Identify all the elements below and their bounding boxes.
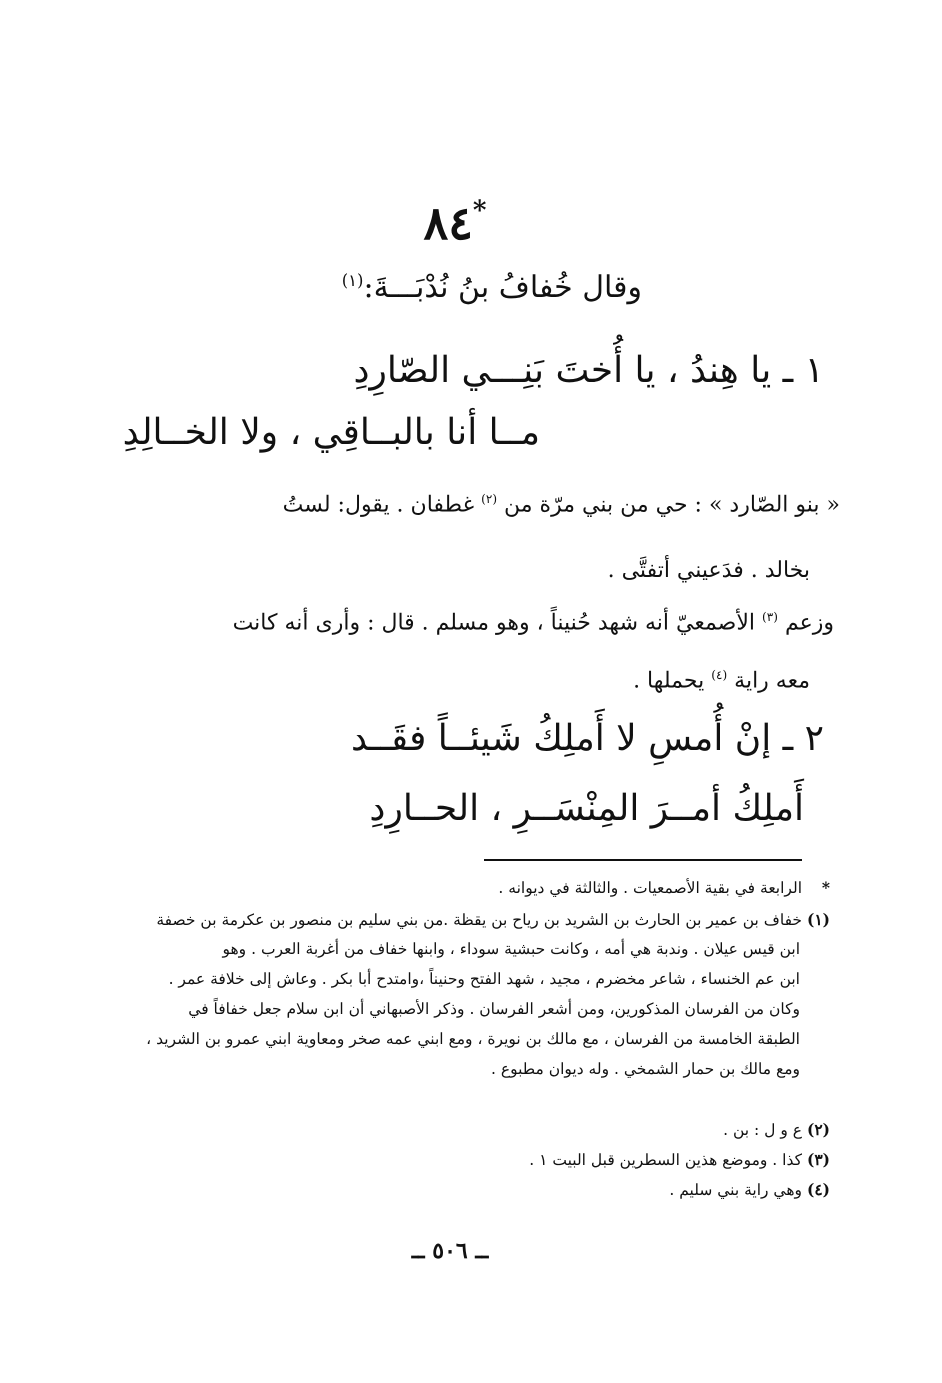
verse-1-second-hemistich: مــا أنا بالبــاقِي ، ولا الخــالِدِ [122,412,540,453]
poem-number-star: * [472,196,487,226]
commentary-line-2: بخالد . فدَعيني أتفتَّى . [607,558,810,583]
footnote-1-text: خفاف بن عمير بن الحارث بن الشريد بن رياح بن يقظة .من بني سليم بن منصور بن عكرمة بن خصفة [156,911,802,929]
footnote-3 [529,1150,830,1169]
verse-1-first-hemistich: ١ ـ يا هِندُ ، يا أُختَ بَنِـــي الصّارِدِ [353,350,824,391]
footnote-4-text: وهي راية بني سليم . [669,1181,802,1199]
verse-2-first-hemistich: ٢ ـ إنْ أُمسِ لا أَملِكُ شَيئــاً فقَــد [350,718,824,759]
footnote-ref-3: (٣) [762,610,778,624]
page-number: ــ ٥٠٦ ــ [411,1238,489,1264]
footnote-1-line: ومع مالك بن حمار الشمخي . وله ديوان مطبوع . [490,1060,800,1078]
commentary-text: الأصمعيّ أنه شهد حُنيناً ، وهو مسلم . قال : وأرى أنه كانت [232,610,756,636]
footnote-star-mark: * [821,878,830,897]
footnote-2-mark: (٢) [806,1120,830,1139]
footnote-4 [669,1180,830,1199]
footnote-3-mark: (٣) [806,1150,830,1169]
footnote-star [498,878,830,897]
footnote-1-line: ابن قيس عيلان . وندبة هي أمه ، وكانت حبشية سوداء ، وابنها خفاف من أغربة العرب . وهو [222,940,800,958]
footnote-ref-2: (٢) [481,492,498,506]
commentary-text: معه راية [734,668,810,694]
footnote-star-text: الرابعة في بقية الأصمعيات . والثالثة في ديوانه . [498,879,802,897]
commentary-line-1 [283,492,840,517]
poem-number [400,196,510,250]
footnote-2-text: ع و ل : بن . [723,1121,802,1139]
verse-2-second-hemistich: أَملِكُ أمــرَ المِنْسَــرِ ، الحــارِدِ [369,788,804,829]
footnote-3-text: كذا . وموضع هذين السطرين قبل البيت ١ . [529,1151,802,1169]
footnote-1-line [156,910,830,929]
poem-heading [342,270,642,305]
commentary-text: وزعم [784,610,834,636]
footnote-divider [484,859,802,861]
footnote-4-mark: (٤) [806,1180,830,1199]
poem-number-value: ٨٤ [423,196,473,250]
poem-heading-text: وقال خُفافُ بنُ نُدْبَـــةَ: [363,270,642,305]
footnote-1-line: الطبقة الخامسة من الفرسان ، مع مالك بن نويرة ، ومع ابني عمه صخر ومعاوية ابني عمرو بن الشريد ، [146,1030,800,1048]
commentary-text: يحملها . [633,668,705,694]
footnote-2 [723,1120,830,1139]
commentary-text: « بنو الصّارد » : حي من بني مرّة من [504,492,840,518]
commentary-line-3 [233,610,834,635]
footnote-1-line: وكان من الفرسان المذكورين، ومن أشعر الفرسان . وذكر الأصبهاني أن ابن سلام جعل خفافاً في [188,1000,800,1018]
commentary-line-4 [633,668,810,693]
footnote-1-mark: (١) [806,910,830,929]
commentary-text: غطفان . يقول: لستُ [282,492,475,518]
footnote-1-line: ابن عم الخنساء ، شاعر مخضرم ، مجيد ، شهد الفتح وحنيناً ،وامتدح أبا بكر . وعاش إلى خلافة عمر . [168,970,800,988]
poem-heading-ref: (١) [341,271,364,290]
footnote-ref-4: (٤) [711,668,728,682]
